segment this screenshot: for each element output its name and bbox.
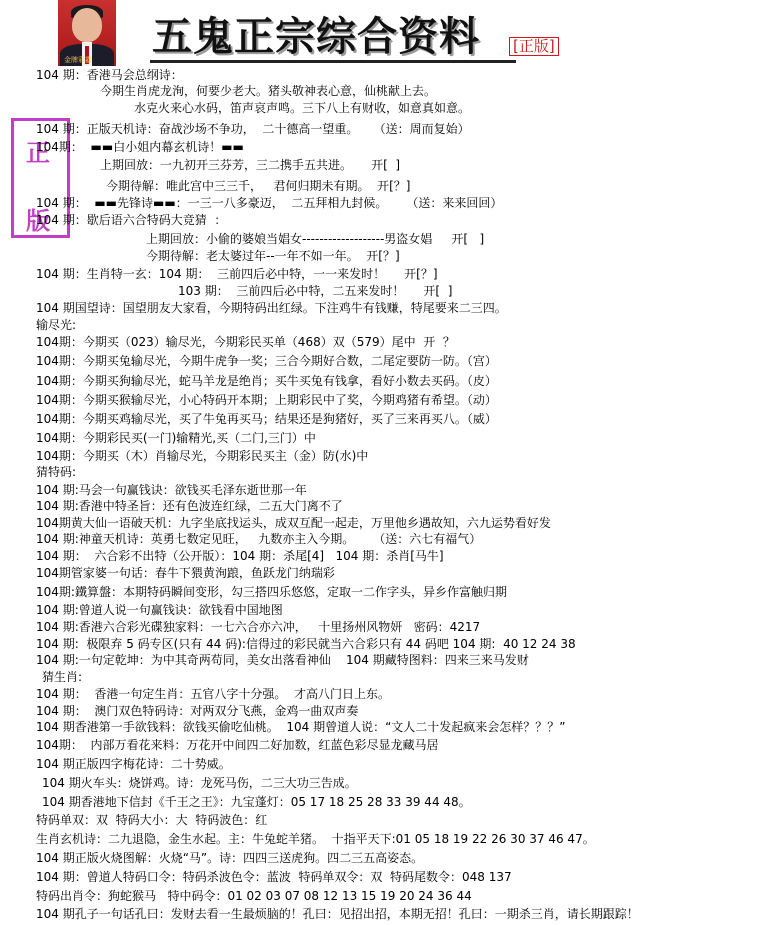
- text-line: 104 期：歇后语六合特码大竞猜 ：: [36, 213, 227, 227]
- text-line: 104 期香港地下信封《千王之王》：九宝蓬灯：05 17 18 25 28 33 39 44 48。: [42, 795, 471, 809]
- text-line: 今期待解：唯此宫中三三千， 君何归期未有期。 开[？]: [106, 179, 411, 193]
- text-line: 104 期:香港中特圣旨：还有色波连红绿，二五大门离不了: [36, 499, 343, 513]
- text-line: 水克火来心水码，笛声哀声鸣。三下八上有财收，如意真如意。: [134, 101, 471, 115]
- text-line: 今期待解：老太婆过年--一年不如一年。 开[？]: [146, 249, 400, 263]
- text-line: 104 期： 六合彩不出特（公开版）：104 期：杀尾[4] 104 期：杀肖[马牛]: [36, 549, 444, 563]
- text-line: 104 期：正版天机诗：奋战沙场不争功， 二十德高一望重。 （送：周而复始）: [36, 122, 470, 136]
- text-line: 104期：今期买鸡输尽光，买了牛兔再买马；结果还是狗猪好，买了三来再买八。（威）: [36, 412, 497, 426]
- text-line: 104 期:一句定乾坤：为中其奇两苟同，美女出落看神仙 104 期藏特图料：四来三来马发财: [36, 653, 529, 667]
- text-line: 104期：今期买猴输尽光，小心特码开本期；上期彩民中了奖，今期鸡猪有希望。（动）: [36, 393, 497, 407]
- stamp-char-ban: 版: [26, 206, 50, 235]
- text-line: 104期：今期彩民买(一门)输精光,买（二门,三门）中: [36, 431, 316, 445]
- text-line: 104期管家婆一句话：春牛下猥黄洵踉，鱼跃龙门纳瑞彩: [36, 566, 335, 580]
- page-title: 五鬼正宗综合资料: [152, 13, 480, 60]
- text-line: 104期： ▬▬白小姐内幕玄机诗！▬▬: [36, 140, 244, 154]
- stamp-char-zheng: 正: [26, 138, 50, 167]
- text-line: 猜生肖:: [42, 670, 83, 684]
- genuine-badge: [正版]: [509, 37, 559, 56]
- text-line: 104 期:马会一句赢钱诀：欲钱买毛泽东逝世那一年: [36, 483, 307, 497]
- text-line: 104期:鐵算盤：本期特码瞬间变形，勾三搭四乐悠悠，定取一二作字头，异乡作富触归期: [36, 585, 507, 599]
- text-line: 上期回放：一九初开三芬芳，三二携手五共进。 开[ ]: [100, 158, 401, 172]
- text-line: 104 期国望诗：国望朋友大家看，今期特码出红绿。下注鸡牛有钱赚，特尾要来二三四。: [36, 301, 507, 315]
- text-line: 104期：今期买狗输尽光，蛇马羊龙是绝肖；买牛买兔有钱拿，看好小数去买码。（皮）: [36, 374, 497, 388]
- text-line: 104 期：曾道人特码口令：特码杀波色令：蓝波 特码单双令：双 特码尾数令：048 137: [36, 870, 512, 884]
- text-line: 特码出肖令：狗蛇猴马 特中码令：01 02 03 07 08 12 13 15 19 20 24 36 44: [36, 889, 472, 903]
- text-line: 104 期： 香港一句定生肖：五官八字十分强。 才高八门日上东。: [36, 687, 390, 701]
- text-line: 103 期： 三前四后必中特，二五来发时！ 开[ ]: [178, 284, 453, 298]
- text-line: 104 期孔子一句话孔曰：发财去看一生最烦脑的！孔曰：见招出招，本期无招！孔曰：一期杀三肖，请长期跟踪！: [36, 907, 639, 921]
- text-line: 104 期香港第一手欲钱料：欲钱买偷吃仙桃。 104 期曾道人说：“文人二十发起疯来会怎样？？？”: [36, 720, 566, 734]
- portrait-photo: [58, 0, 116, 66]
- text-line: 输尽光:: [36, 318, 77, 332]
- text-line: 104 期： ▬▬先锋诗▬▬：一三一八多豪迈， 二五拜相九封候。 （送：来来回回）: [36, 196, 503, 210]
- text-line: 104 期:神童天机诗：英勇七数定见旺， 九数亦主入今期。 （送：六七有福气）: [36, 532, 482, 546]
- text-line: 104 期火车头：烧饼鸡。诗：龙死马伤，二三大功三告成。: [42, 776, 357, 790]
- text-line: 104期：今期买（木）肖输尽光，今期彩民买主（金）防(水)中: [36, 449, 369, 463]
- text-line: 生肖玄机诗：二九退隐，金生水起。主：牛兔蛇羊猪。 十指平天下:01 05 18 19 22 26 30 37 46 47。: [36, 832, 595, 846]
- text-line: 猜特码:: [36, 465, 77, 479]
- text-line: 104 期：生肖特一玄：104 期： 三前四后必中特，一一来发时！ 开[？]: [36, 267, 438, 281]
- text-line: 104 期正版火烧图解：火烧“马”。诗：四四三送虎狗。四二三五高姿态。: [36, 851, 424, 865]
- portrait-caption: 金牌彩霸: [64, 56, 92, 64]
- text-line: 104 期:曾道人说一句赢钱诀：欲钱看中国地图: [36, 603, 283, 617]
- title-underline: [150, 60, 516, 63]
- text-line: 104期： 内部万看花来料：万花开中间四二好加数，红蓝色彩尽显龙藏马居: [36, 738, 439, 752]
- text-line: 104 期：香港马会总纲诗：: [36, 68, 183, 82]
- text-line: 104 期: 极限弃 5 码专区(只有 44 码):信得过的彩民就当六合彩只有 44 码吧 104 期: 40 12 24 38: [36, 637, 576, 651]
- text-line: 今期生肖虎龙洵，何要少老大。猪头敬神表心意，仙桃献上去。: [100, 84, 437, 98]
- text-line: 104 期： 澳门双色特码诗：对两双分飞燕，金鸡一曲双声奏: [36, 704, 359, 718]
- text-line: 特码单双：双 特码大小：大 特码波色：红: [36, 813, 268, 827]
- text-line: 104 期:香港六合彩光碟独家料：一七六合亦六冲， 十里扬州风物妍 密码：4217: [36, 620, 481, 634]
- text-line: 104期：今期买兔输尽光，今期牛虎争一奖；三合今期好合数，二尾定要防一防。（宫）: [36, 354, 497, 368]
- text-line: 104 期正版四字梅花诗：二十势威。: [36, 757, 231, 771]
- portrait-face: [72, 8, 102, 42]
- text-line: 上期回放：小偷的婆娘当娼女-------------------男盗女娼 开[ ]: [146, 232, 485, 246]
- text-line: 104期黄大仙一语破天机：九字坐底找运头，成双互配一起走，万里他乡遇故知，六九运势看好发: [36, 516, 551, 530]
- text-line: 104期：今期买（023）输尽光，今期彩民买单（468）双（579）尾中 开 ？: [36, 335, 455, 349]
